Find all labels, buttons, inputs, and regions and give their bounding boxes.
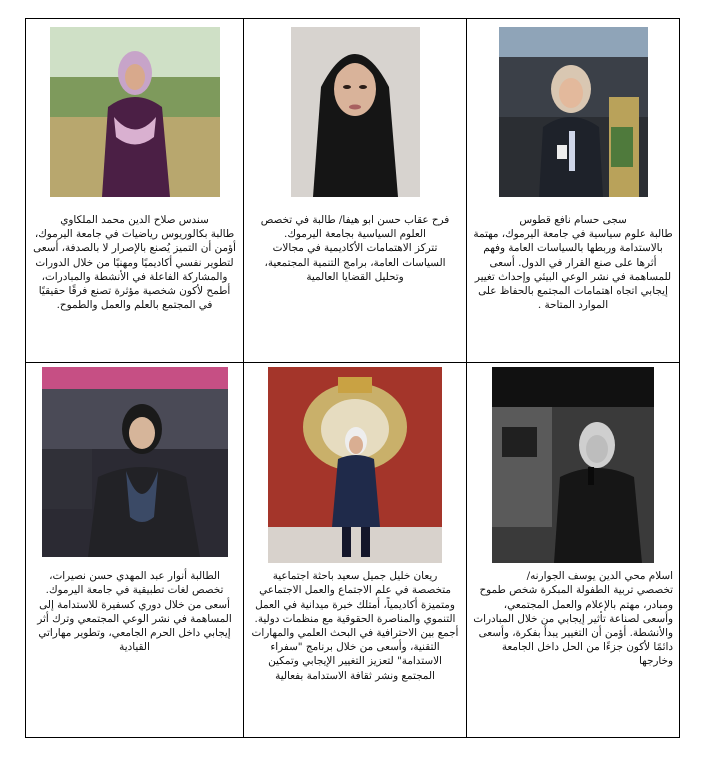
profile-cell [244, 363, 467, 738]
profile-name: سندس صلاح الدين محمد الملكاوي [60, 214, 209, 226]
profile-bio: متخصصة في علم الاجتماع والعمل الاجتماعي ومتميزة أكاديمياً، أمتلك خبرة ميدانية في العمل التنموي والمناصرة الحقوقية مع منظمات دولية. أجمع بين الاحترافية في البحث العلمي والمهارات التقنية، وأسعى من خلال برنامج "سفراء الاستدامة" لتعزيز التغيير الإيجابي وتمكين المجتمع ونشر ثقافة الاستدامة بفعالية [251, 584, 459, 682]
profile-bio: تخصصي تربية الطفولة المبكرة شخص طموح ومبادر، مهتم بالإعلام والعمل المجتمعي، وأسعى لصناعة تأثير إيجابي من خلال المبادرات والأنشطة. أؤمن أن التغيير يبدأ بفكرة، وأسعى دائمًا لأكون جزءًا من الحل داخل الجامعة وخارجها [473, 584, 673, 668]
profile-cell [467, 363, 680, 738]
profile-photo [499, 27, 648, 197]
profile-photo [291, 27, 420, 197]
profile-bio: طالبة بكالوريوس رياضيات في جامعة اليرموك، أؤمن أن التميز يُصنع بالإصرار لا بالصدفة، أسعى لتطوير نفسي أكاديميًا ومهنيًا من خلال الدورات والمشاركة الفاعلة في الأنشطة والمبادرات، أطمح لأكون شخصية مؤثرة تصنع فرقًا حقيقيًا في المجتمع بالعلم والعمل والطموح. [33, 228, 236, 312]
profile-bio: طالبة علوم سياسية في جامعة اليرموك، مهتمة بالاستدامة وربطها بالسياسات العامة وفهم أثرها على صنع القرار في الدول. أسعى للمساهمة في نشر الوعي البيئي وإحداث تغيير إيجابي اتجاه اهتمامات المجتمع بالحفاظ على الموارد المتاحة . [473, 228, 673, 312]
profile-bio: تتركز الاهتمامات الأكاديمية في مجالات السياسات العامة، برامج التنمية المجتمعية، وتحليل القضايا العالمية [264, 242, 446, 283]
profile-name: اسلام محي الدين يوسف الجوارنه/ [526, 570, 673, 583]
profile-cell [467, 19, 680, 363]
profile-photo [492, 367, 654, 563]
profile-name: سجى حسام نافع قطوس [519, 214, 627, 226]
profile-cell [26, 19, 244, 363]
profile-text [467, 563, 679, 668]
profile-text [244, 563, 466, 683]
profile-text [244, 207, 466, 284]
profile-text [26, 563, 243, 654]
profile-text [26, 207, 243, 312]
profile-cell [244, 19, 467, 363]
profile-text [467, 207, 679, 312]
profile-photo [42, 367, 228, 557]
profile-name: ريعان خليل جميل سعيد باحثة اجتماعية [272, 570, 438, 583]
profile-cell [26, 363, 244, 738]
profiles-table [25, 18, 680, 738]
profile-bio: تخصص لغات تطبيقية في جامعة اليرموك. أسعى من خلال دوري كسفيرة للاستدامة إلى المساهمة في نشر الوعي المجتمعي وترك أثر إيجابي داخل الحرم الجامعي، وتطوير مهاراتي القيادية [37, 584, 232, 654]
profile-name: الطالبة أنوار عبد المهدي حسن نصيرات، [49, 570, 220, 583]
profile-photo [50, 27, 220, 197]
profile-photo [268, 367, 442, 563]
profile-name: فرح عقاب حسن ابو هيفا/ طالبة في تخصص العلوم السياسية بجامعة اليرموك. [260, 214, 450, 241]
